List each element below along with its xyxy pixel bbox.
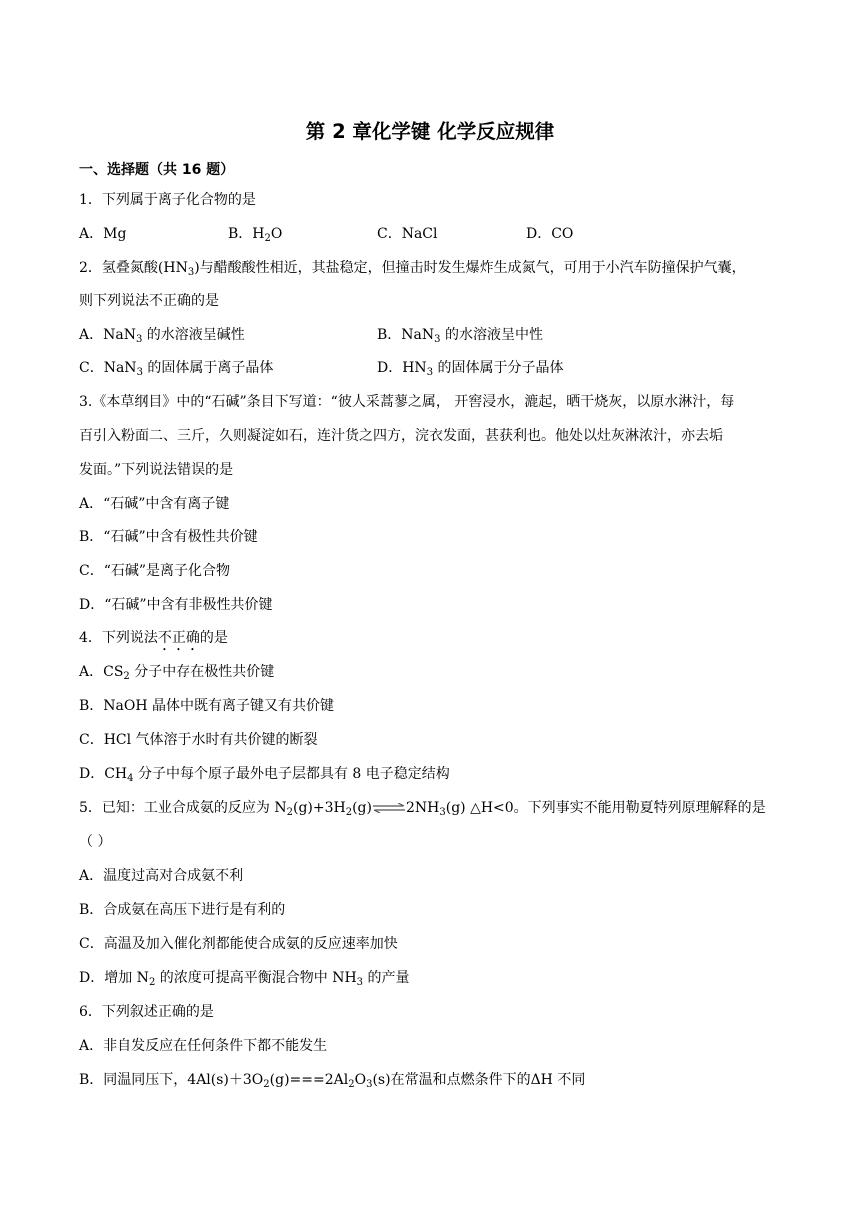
question-3-stem-line-2: 百引入粉面二、三斤，久则凝淀如石，连汁货之四方，浣衣发面，甚获利也。他处以灶灰淋浓汁，亦去垢 [79, 428, 723, 444]
option-a: A．非自发反应在任何条件下都不能发生 [79, 1038, 328, 1054]
option-a: A．Mg [79, 226, 127, 242]
question-2-stem-line-2: 则下列说法不正确的是 [79, 293, 219, 309]
option-c: C．HCl 气体溶于水时有共价键的断裂 [79, 732, 318, 748]
question-6-stem: 6．下列叙述正确的是 [79, 1004, 214, 1020]
option-b: B．“石碱”中含有极性共价键 [79, 529, 258, 545]
option-a: A．NaN$_3$ 的水溶液呈碱性 [79, 327, 245, 345]
option-d: D．$HN_3$ 的固体属于分子晶体 [377, 360, 564, 378]
option-c: C．NaCl [377, 226, 438, 242]
page-title: 第 2 章化学键 化学反应规律 [305, 120, 555, 143]
question-5-stem-line-1: 5．已知：工业合成氨的反应为 $N_2(g)+3H_2(g)$ $2NH_3(g)$ △H<0。下列事实不能用勒夏特列原理解释的是 [79, 800, 766, 818]
option-b: B．同温同压下，$4Al(s)+3O_2(g)===2Al_2O_3(s)$在常温和点燃条件下的ΔH 不同 [79, 1072, 586, 1090]
option-b: B．$H_2O$ [228, 226, 283, 244]
option-c: C．高温及加入催化剂都能使合成氨的反应速率加快 [79, 936, 398, 952]
option-c: C．NaN$_3$ 的固体属于离子晶体 [79, 360, 274, 378]
option-b: B．合成氨在高压下进行是有利的 [79, 902, 286, 918]
option-b: B．NaOH 晶体中既有离子键又有共价键 [79, 698, 335, 714]
equilibrium-arrow-icon [372, 803, 406, 813]
section-heading: 一、选择题（共 16 题） [79, 162, 235, 178]
question-4-stem: 4．下列说法不正确的是 [79, 630, 228, 646]
option-b: B．NaN$_3$ 的水溶液呈中性 [377, 327, 543, 345]
question-3-stem-line-3: 发面。”下列说法错误的是 [79, 462, 234, 478]
option-a: A．温度过高对合成氨不利 [79, 868, 244, 884]
question-3-stem-line-1: 3.《本草纲目》中的“石碱”条目下写道：“彼人采蒿蓼之属， 开窖浸水，漉起，晒干烧灰，以原水淋汁，每 [79, 394, 735, 410]
question-2-stem-line-1: 2．氢叠氮酸$(HN_3)$与醋酸酸性相近，其盐稳定，但撞击时发生爆炸生成氮气，可用于小汽车防撞保护气囊， [79, 260, 746, 278]
question-1-stem: 1．下列属于离子化合物的是 [79, 192, 256, 208]
option-d: D．CO [526, 226, 574, 242]
option-a: A．$CS_2$ 分子中存在极性共价键 [79, 664, 275, 682]
option-d: D．增加 $N_2$ 的浓度可提高平衡混合物中 $NH_3$ 的产量 [79, 970, 410, 988]
option-c: C．“石碱”是离子化合物 [79, 563, 231, 579]
option-d: D．$CH_4$ 分子中每个原子最外电子层都具有 8 电子稳定结构 [79, 766, 450, 784]
emphasis-text: 不正确 [157, 630, 200, 646]
question-5-stem-line-2: （ ） [79, 834, 112, 850]
option-d: D．“石碱”中含有非极性共价键 [79, 597, 273, 613]
option-a: A．“石碱”中含有离子键 [79, 496, 230, 512]
